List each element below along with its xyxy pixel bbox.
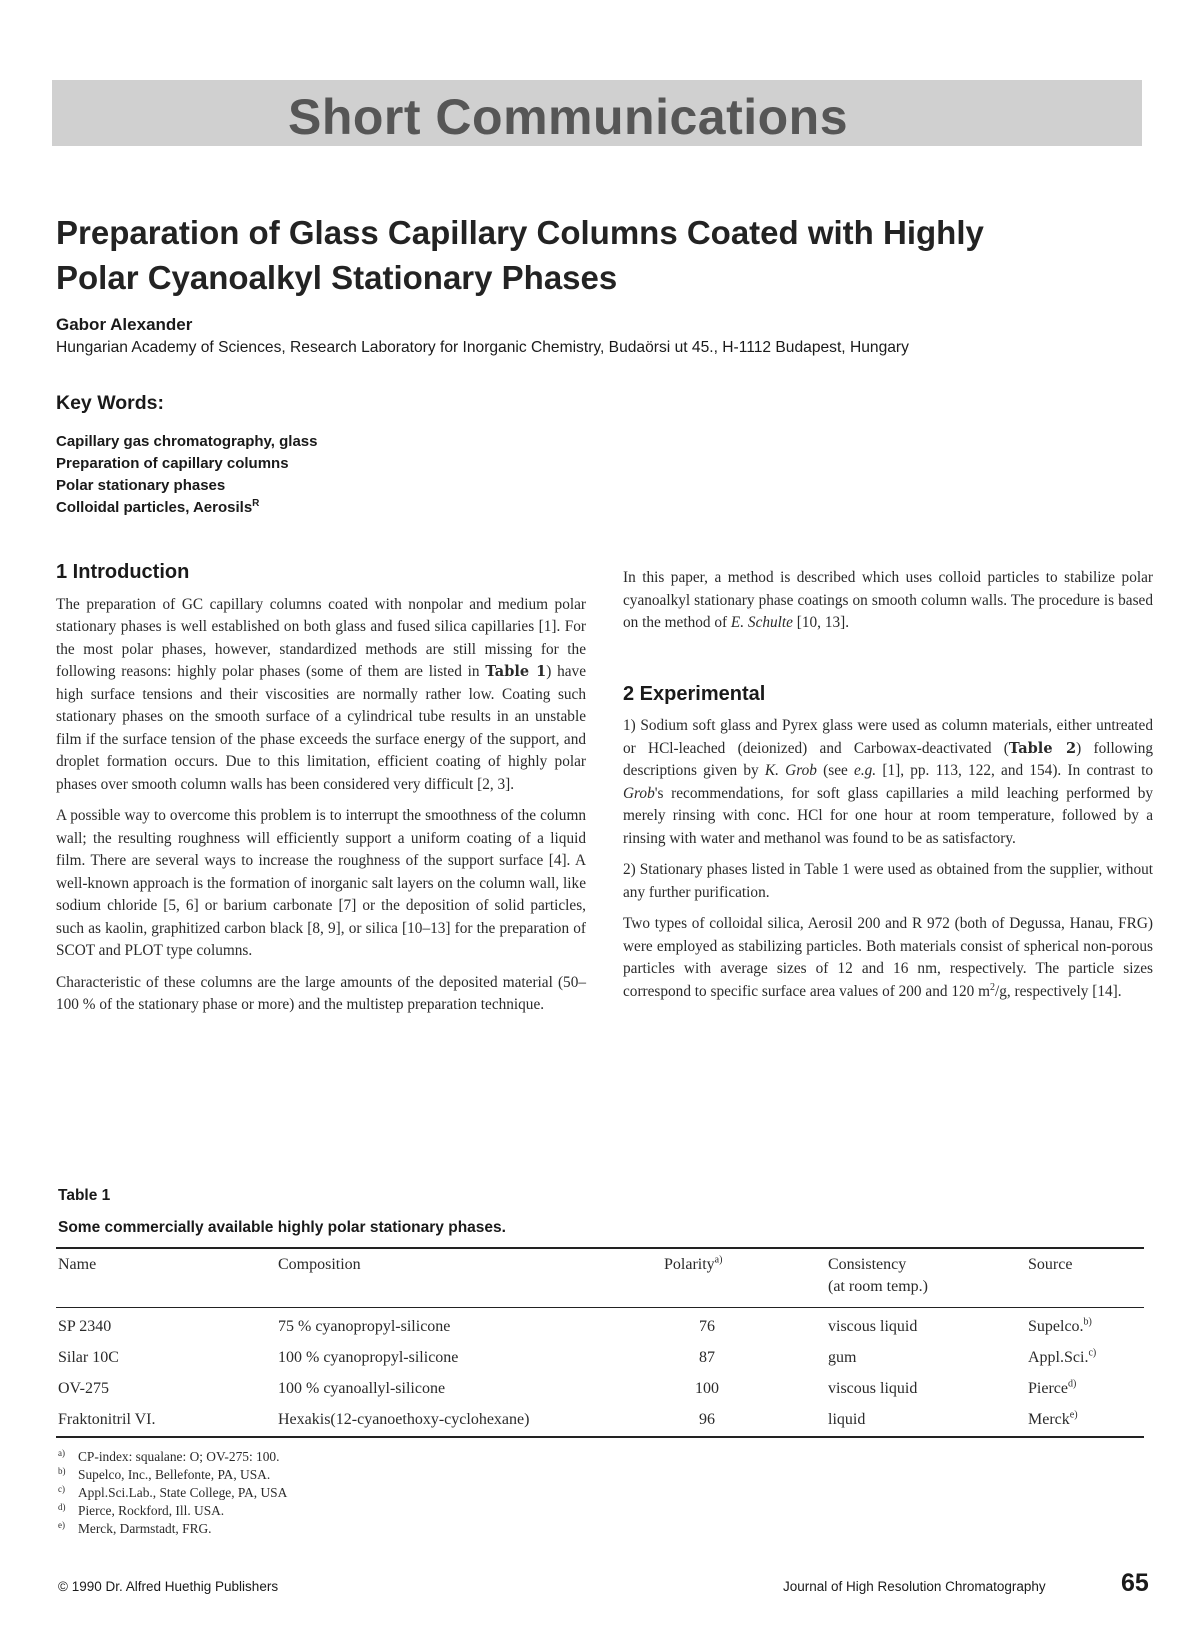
cell-composition: Hexakis(12-cyanoethoxy-cyclohexane) — [278, 1411, 530, 1428]
superscript: 2 — [989, 981, 995, 993]
cell-consistency: liquid — [828, 1411, 866, 1428]
cell-consistency: gum — [828, 1349, 857, 1366]
article-title — [56, 210, 1156, 300]
table-footnotes — [58, 1448, 287, 1538]
keyword-item — [56, 497, 317, 519]
footnote-mark: d) — [1067, 1378, 1077, 1390]
table-row — [56, 1343, 1144, 1374]
footnote: e) Merck, Darmstadt, FRG. — [58, 1519, 212, 1536]
author-affiliation: Hungarian Academy of Sciences, Research Laboratory for Inorganic Chemistry, Budaörsi ut 45., H-1112 Budapest, Hungary — [56, 339, 909, 356]
author-reference: K. Grob — [764, 762, 817, 779]
cell-source — [1028, 1409, 1078, 1431]
cell-polarity: 76 — [699, 1318, 715, 1335]
article-title-line: Preparation of Glass Capillary Columns Coated with Highly — [56, 214, 984, 251]
section-banner — [52, 80, 1142, 146]
text-run: 1) Sodium soft glass and Pyrex glass were used as column materials, either untreated or HCl-leached (deionized) and Carbowax-deactivated ( — [623, 717, 1153, 757]
table-label: Table 1 — [58, 1187, 111, 1204]
text-run: e.g. — [854, 762, 877, 779]
header-text: Consistency — [828, 1256, 907, 1273]
text-run: The preparation of GC capillary columns coated with nonpolar and medium polar stationary phases is well established on both glass and fused silica capillaries [1]. For the most polar phases, however, standardized methods are still missing for the following reasons: highly polar phases (some of them are listed in — [56, 595, 586, 680]
column-header-composition: Composition — [278, 1256, 361, 1273]
footnote-mark: b) — [1083, 1316, 1092, 1328]
column-header-name: Name — [58, 1256, 97, 1273]
cell-name: Fraktonitril VI. — [58, 1411, 156, 1428]
right-column — [623, 567, 1153, 1012]
text-run: ) following descriptions given by — [623, 739, 1153, 779]
data-table — [56, 1247, 1144, 1438]
source-text: Pierce — [1028, 1380, 1068, 1397]
footnote: d) Pierce, Rockford, Ill. USA. — [58, 1501, 225, 1518]
cell-name: OV-275 — [58, 1380, 109, 1397]
source-text: Supelco. — [1028, 1318, 1084, 1335]
table-header-row — [56, 1249, 1144, 1307]
keywords-list — [56, 431, 317, 519]
journal-name: Journal of High Resolution Chromatography — [783, 1579, 1046, 1594]
footnote-mark: e) — [1069, 1409, 1078, 1421]
text-run: In this paper, a method is described which uses colloid particles to stabilize polar cyanoalkyl stationary phase coatings on smooth column walls. The procedure is based on the method of — [623, 569, 1153, 631]
text-run: /g, respectively [14]. — [994, 982, 1122, 1000]
page-number: 65 — [1121, 1569, 1149, 1597]
column-header-source: Source — [1028, 1256, 1073, 1273]
experimental-paragraph-2: 2) Stationary phases listed in Table 1 were used as obtained from the supplier, without any further purification. — [623, 861, 1153, 901]
text-run: (see — [816, 762, 855, 779]
cell-composition: 75 % cyanopropyl-silicone — [278, 1318, 451, 1335]
footnote-mark: a) — [714, 1254, 723, 1266]
footnote: c) Appl.Sci.Lab., State College, PA, USA — [58, 1483, 288, 1500]
author-reference: Grob — [623, 784, 655, 802]
article-title-line: Polar Cyanoalkyl Stationary Phases — [56, 259, 618, 296]
cell-polarity: 87 — [699, 1349, 715, 1366]
table-bottom-rule — [56, 1436, 1144, 1438]
table-reference: Table 1 — [485, 663, 547, 680]
table-row — [56, 1312, 1144, 1343]
column-header-polarity — [664, 1254, 754, 1276]
author-reference: E. Schulte — [730, 614, 793, 631]
keyword-item: Preparation of capillary columns — [56, 455, 289, 472]
table-reference: Table 2 — [1008, 739, 1077, 757]
footnote-text: Merck, Darmstadt, FRG. — [78, 1521, 212, 1536]
footnote-text: Pierce, Rockford, Ill. USA. — [78, 1503, 225, 1518]
footnote-mark: c) — [1088, 1347, 1097, 1359]
cell-name: Silar 10C — [58, 1349, 119, 1366]
cell-source — [1028, 1378, 1076, 1400]
intro-paragraph-2: A possible way to overcome this problem is to interrupt the smoothness of the column wall; the resulting roughness will efficiently support a uniform coating of a liquid film. There are several ways to increase the roughness of the support surface [4]. A well-known approach is the formation of inorganic salt layers on the column wall, like sodium chloride [5, 6] or barium carbonate [7] or the deposition of solid particles, such as kaolin, graphitized carbon black [8, 9], or silica [10–13] for the preparation of SCOT and PLOT type columns. — [56, 807, 586, 959]
cell-polarity: 96 — [699, 1411, 715, 1428]
header-text: (at room temp.) — [828, 1278, 928, 1295]
experimental-paragraph-3 — [623, 913, 1153, 1003]
cell-source — [1028, 1347, 1096, 1369]
header-text: Polarity — [664, 1256, 715, 1273]
keywords-heading: Key Words: — [56, 392, 164, 414]
copyright-notice: © 1990 Dr. Alfred Huethig Publishers — [58, 1579, 279, 1594]
text-run: ) have high surface tensions and their viscosities are normally rather low. Coating such stationary phases on the smooth surface of a cylindrical tube results in an unstable film if the surface tension of the phase exceeds the surface energy of the support, and droplet formation occurs. Due to this limitation, efficient coating of highly polar phases over smooth column walls has been considered very difficult [2, 3]. — [56, 663, 586, 793]
table-row — [56, 1405, 1144, 1436]
source-text: Appl.Sci. — [1028, 1349, 1089, 1366]
column-header-consistency — [828, 1254, 928, 1298]
intro-paragraph-1 — [56, 594, 586, 797]
cell-composition: 100 % cyanoallyl-silicone — [278, 1380, 446, 1397]
keyword-item: Polar stationary phases — [56, 477, 226, 494]
text-run: [10, 13]. — [792, 614, 850, 631]
keyword-text: Colloidal particles, Aerosils — [56, 499, 253, 516]
left-column — [56, 561, 586, 1026]
cell-consistency: viscous liquid — [828, 1318, 918, 1335]
footnote-text: Appl.Sci.Lab., State College, PA, USA — [78, 1485, 288, 1500]
cell-source — [1028, 1316, 1092, 1338]
section-banner-text: Short Communications — [288, 89, 849, 145]
cell-polarity: 100 — [695, 1380, 719, 1397]
experimental-heading: 2 Experimental — [623, 682, 766, 705]
footnote-text: Supelco, Inc., Bellefonte, PA, USA. — [78, 1467, 271, 1482]
text-run: 's recommendations, for soft glass capillaries a mild leaching performed by merely rinsing with conc. HCl for one hour at room temperature, followed by a rinsing with water and methanol was found to be as satisfactory. — [623, 784, 1153, 847]
footnote: a) CP-index: squalane: O; OV-275: 100. — [58, 1447, 280, 1464]
intro-paragraph-3: Characteristic of these columns are the large amounts of the deposited material (50–100 % of the stationary phase or more) and the multistep preparation technique. — [56, 973, 586, 1013]
cell-name: SP 2340 — [58, 1318, 112, 1335]
experimental-paragraph-1 — [623, 715, 1153, 850]
footnote-text: CP-index: squalane: O; OV-275: 100. — [78, 1449, 280, 1464]
cell-consistency: viscous liquid — [828, 1380, 918, 1397]
registered-mark: R — [252, 498, 260, 509]
footnote: b) Supelco, Inc., Bellefonte, PA, USA. — [58, 1465, 271, 1482]
text-run: [1], pp. 113, 122, and 154). In contrast to — [876, 762, 1154, 779]
cell-composition: 100 % cyanopropyl-silicone — [278, 1349, 459, 1366]
table-row — [56, 1374, 1144, 1405]
source-text: Merck — [1028, 1411, 1070, 1428]
text-run: Two types of colloidal silica, Aerosil 200 and R 972 (both of Degussa, Hanau, FRG) were employed as stabilizing particles. Both materials consist of spherical non-porous particles with average sizes of 12 and 16 nm, respectively. The particle sizes correspond to specific surface area values of 200 and 120 m — [623, 915, 1153, 1000]
author-name: Gabor Alexander — [56, 315, 193, 334]
intro-paragraph-4 — [623, 567, 1153, 635]
introduction-heading: 1 Introduction — [56, 561, 190, 583]
keyword-item: Capillary gas chromatography, glass — [56, 433, 318, 450]
table-caption: Some commercially available highly polar stationary phases. — [58, 1219, 506, 1236]
